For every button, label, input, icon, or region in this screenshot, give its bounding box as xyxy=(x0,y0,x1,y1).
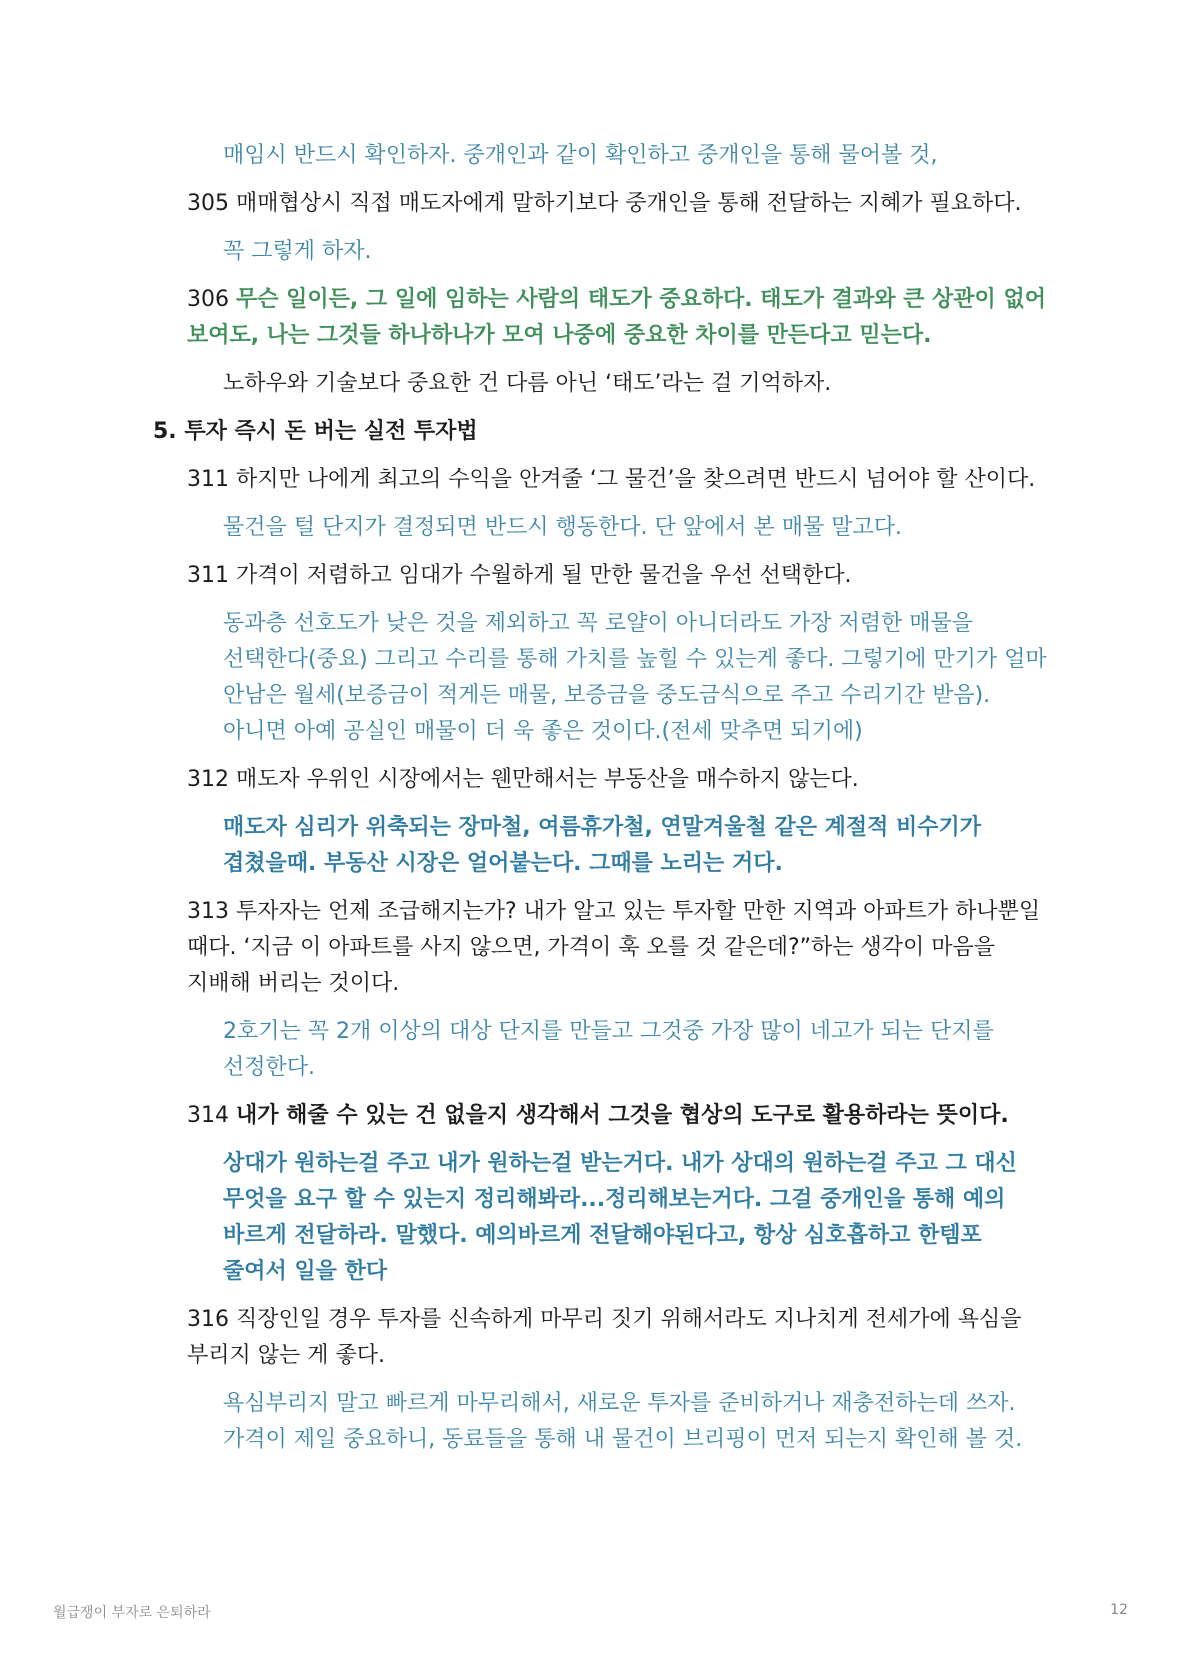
note-paragraph: 꼭 그렇게 하자. xyxy=(223,239,372,264)
footer-page-number: 12 xyxy=(1110,1602,1128,1618)
note-paragraph: 노하우와 기술보다 중요한 건 다름 아닌 ‘태도’라는 걸 기억하자. xyxy=(223,371,832,396)
quote-paragraph xyxy=(187,186,1047,222)
quote-number: 306 xyxy=(187,287,229,312)
quote-paragraph xyxy=(187,762,1047,798)
quote-text: 가격이 저렴하고 임대가 수월하게 될 만한 물건을 우선 선택한다. xyxy=(236,563,852,588)
quote-paragraph xyxy=(187,894,1047,1002)
quote-text-emphasis: 내가 해줄 수 있는 건 없을지 생각해서 그것을 협상의 도구로 활용하라는 뜻이다. xyxy=(236,1103,1009,1128)
section-heading xyxy=(153,414,1033,450)
quote-text: 매매협상시 직접 매도자에게 말하기보다 중개인을 통해 전달하는 지혜가 필요하다. xyxy=(236,191,1022,216)
quote-paragraph xyxy=(187,1302,1047,1374)
note-paragraph: 욕심부리지 말고 빠르게 마무리해서, 새로운 투자를 준비하거나 재충전하는데 쓰자. 가격이 제일 중요하니, 동료들을 통해 내 물건이 브리핑이 먼저 되는지 확인해 볼 것. xyxy=(223,1391,1023,1452)
quote-number: 314 xyxy=(187,1103,229,1128)
quote-number: 311 xyxy=(187,563,229,588)
note-paragraph-emphasis: 상대가 원하는걸 주고 내가 원하는걸 받는거다. 내가 상대의 원하는걸 주고 그 대신 무엇을 요구 할 수 있는지 정리해봐라...정리해보는거다. 그걸 중개인을 통해 예의 바르게 전달하라. 말했다. 예의바르게 전달해야된다고, 항상 심호흡하고 한템포 줄여서 일을 한다 xyxy=(223,1151,1017,1284)
quote-number: 312 xyxy=(187,767,229,792)
quote-number: 311 xyxy=(187,467,229,492)
note-paragraph: 물건을 털 단지가 결정되면 반드시 행동한다. 단 앞에서 본 매물 말고다. xyxy=(223,515,902,540)
page-content xyxy=(0,138,1180,1470)
quote-text: 매도자 우위인 시장에서는 웬만해서는 부동산을 매수하지 않는다. xyxy=(236,767,859,792)
note-paragraph-emphasis: 매도자 심리가 위축되는 장마철, 여름휴가철, 연말겨울철 같은 계절적 비수기가 겹쳤을때. 부동산 시장은 얼어붙는다. 그때를 노리는 거다. xyxy=(223,815,982,876)
quote-text-emphasis: 무슨 일이든, 그 일에 임하는 사람의 태도가 중요하다. 태도가 결과와 큰 상관이 없어 보여도, 나는 그것들 하나하나가 모여 나중에 중요한 차이를 만든다고 믿는다. xyxy=(187,287,1046,348)
quote-number: 305 xyxy=(187,191,229,216)
note-paragraph: 2호기는 꼭 2개 이상의 대상 단지를 만들고 그것중 가장 많이 네고가 되는 단지를 선정한다. xyxy=(223,1019,994,1080)
footer-book-title: 월급쟁이 부자로 은퇴하라 xyxy=(53,1605,211,1621)
quote-paragraph xyxy=(187,1098,1047,1134)
section-number: 5. xyxy=(153,419,177,444)
quote-text: 투자자는 언제 조급해지는가? 내가 알고 있는 투자할 만한 지역과 아파트가 하나뿐일 때다. ‘지금 이 아파트를 사지 않으면, 가격이 훅 오를 것 같은데?”하는 생각이 마음을 지배해 버리는 것이다. xyxy=(187,899,1041,996)
quote-text: 하지만 나에게 최고의 수익을 안겨줄 ‘그 물건’을 찾으려면 반드시 넘어야 할 산이다. xyxy=(236,467,1036,492)
quote-number: 316 xyxy=(187,1307,229,1332)
note-paragraph: 매임시 반드시 확인하자. 중개인과 같이 확인하고 중개인을 통해 물어볼 것, xyxy=(223,143,938,168)
quote-number: 313 xyxy=(187,899,229,924)
section-title: 투자 즉시 돈 버는 실전 투자법 xyxy=(184,419,478,444)
quote-paragraph xyxy=(187,558,1047,594)
quote-text: 직장인일 경우 투자를 신속하게 마무리 짓기 위해서라도 지나치게 전세가에 욕심을 부리지 않는 게 좋다. xyxy=(187,1307,1022,1368)
quote-paragraph xyxy=(187,462,1047,498)
note-paragraph: 동과층 선호도가 낮은 것을 제외하고 꼭 로얄이 아니더라도 가장 저렴한 매물을 선택한다(중요) 그리고 수리를 통해 가치를 높힐 수 있는게 좋다. 그렇기에 만기가 얼마 안남은 월세(보증금이 적게든 매물, 보증금을 중도금식으로 주고 수리기간 받음). 아니면 아예 공실인 매물이 더 욱 좋은 것이다.(전세 맞추면 되기에) xyxy=(223,611,1047,744)
quote-paragraph xyxy=(187,282,1047,354)
